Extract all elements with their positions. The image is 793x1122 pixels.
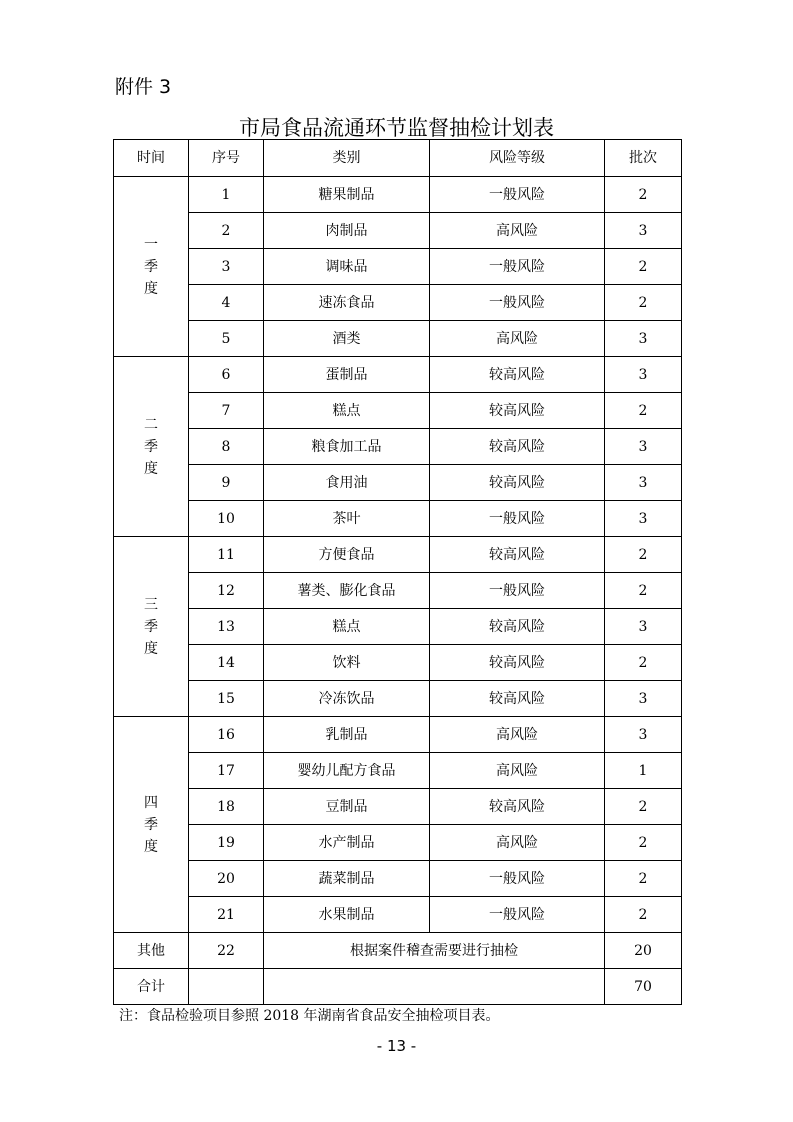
row-batches: 2 [605, 825, 682, 861]
row-batches: 3 [605, 681, 682, 717]
row-no: 18 [189, 789, 264, 825]
row-category: 乳制品 [264, 717, 430, 753]
row-category: 婴幼儿配方食品 [264, 753, 430, 789]
row-batches: 2 [605, 537, 682, 573]
row-risk: 高风险 [430, 321, 605, 357]
row-no: 19 [189, 825, 264, 861]
row-batches: 2 [605, 861, 682, 897]
row-risk: 较高风险 [430, 465, 605, 501]
total-batches: 70 [605, 969, 682, 1005]
row-batches: 3 [605, 213, 682, 249]
row-category: 糕点 [264, 393, 430, 429]
row-no: 9 [189, 465, 264, 501]
row-no: 4 [189, 285, 264, 321]
row-category: 方便食品 [264, 537, 430, 573]
row-risk: 较高风险 [430, 357, 605, 393]
row-no: 13 [189, 609, 264, 645]
row-batches: 2 [605, 789, 682, 825]
row-risk: 较高风险 [430, 429, 605, 465]
season-label: 三季度 [144, 596, 158, 657]
row-category: 糖果制品 [264, 177, 430, 213]
table-row [114, 501, 682, 537]
row-batches: 2 [605, 285, 682, 321]
row-no: 8 [189, 429, 264, 465]
row-risk: 高风险 [430, 825, 605, 861]
row-category: 酒类 [264, 321, 430, 357]
row-risk: 较高风险 [430, 393, 605, 429]
table-row [114, 681, 682, 717]
row-category: 糕点 [264, 609, 430, 645]
table-row [114, 897, 682, 933]
season-label: 四季度 [144, 794, 158, 855]
attachment-label: 附件 3 [115, 76, 172, 98]
row-no: 11 [189, 537, 264, 573]
table-row [114, 285, 682, 321]
row-category: 调味品 [264, 249, 430, 285]
season-row-2 [114, 357, 682, 393]
row-no: 21 [189, 897, 264, 933]
row-category: 茶叶 [264, 501, 430, 537]
row-no: 14 [189, 645, 264, 681]
row-risk: 高风险 [430, 717, 605, 753]
season-cell-4 [114, 717, 189, 933]
row-no: 17 [189, 753, 264, 789]
total-empty-desc [264, 969, 605, 1005]
row-risk: 一般风险 [430, 501, 605, 537]
season-cell-1 [114, 177, 189, 357]
row-risk: 较高风险 [430, 645, 605, 681]
row-batches: 3 [605, 321, 682, 357]
table-row [114, 429, 682, 465]
table-body [114, 177, 682, 1005]
table-row [114, 573, 682, 609]
row-no: 12 [189, 573, 264, 609]
row-no: 6 [189, 357, 264, 393]
table-row [114, 825, 682, 861]
row-category: 水产制品 [264, 825, 430, 861]
header-time: 时间 [114, 140, 189, 177]
table-row [114, 753, 682, 789]
row-batches: 3 [605, 501, 682, 537]
row-category: 薯类、膨化食品 [264, 573, 430, 609]
row-batches: 2 [605, 897, 682, 933]
header-category: 类别 [264, 140, 430, 177]
header-batches: 批次 [605, 140, 682, 177]
row-category: 饮料 [264, 645, 430, 681]
table-row [114, 789, 682, 825]
footnote: 注：食品检验项目参照 2018 年湖南省食品安全抽检项目表。 [119, 1008, 500, 1024]
row-batches: 3 [605, 465, 682, 501]
row-category: 水果制品 [264, 897, 430, 933]
row-batches: 3 [605, 357, 682, 393]
other-description: 根据案件稽查需要进行抽检 [264, 933, 605, 969]
row-no: 1 [189, 177, 264, 213]
other-batches: 20 [605, 933, 682, 969]
row-no: 16 [189, 717, 264, 753]
other-row [114, 933, 682, 969]
table-row [114, 249, 682, 285]
other-label: 其他 [114, 933, 189, 969]
header-no: 序号 [189, 140, 264, 177]
row-risk: 一般风险 [430, 573, 605, 609]
table-row [114, 645, 682, 681]
row-category: 粮食加工品 [264, 429, 430, 465]
row-batches: 3 [605, 609, 682, 645]
row-no: 15 [189, 681, 264, 717]
season-label: 二季度 [144, 416, 158, 477]
row-category: 豆制品 [264, 789, 430, 825]
row-risk: 较高风险 [430, 609, 605, 645]
table-row [114, 393, 682, 429]
inspection-plan-table [113, 139, 682, 1005]
row-risk: 一般风险 [430, 285, 605, 321]
row-no: 20 [189, 861, 264, 897]
row-risk: 一般风险 [430, 861, 605, 897]
season-row-3 [114, 537, 682, 573]
row-batches: 2 [605, 177, 682, 213]
row-no: 7 [189, 393, 264, 429]
total-row [114, 969, 682, 1005]
row-batches: 3 [605, 429, 682, 465]
other-no: 22 [189, 933, 264, 969]
row-category: 冷冻饮品 [264, 681, 430, 717]
row-risk: 较高风险 [430, 681, 605, 717]
table-header-row [114, 140, 682, 177]
row-no: 2 [189, 213, 264, 249]
table-row [114, 861, 682, 897]
season-cell-3 [114, 537, 189, 717]
row-risk: 高风险 [430, 213, 605, 249]
row-risk: 高风险 [430, 753, 605, 789]
header-risk: 风险等级 [430, 140, 605, 177]
row-batches: 2 [605, 393, 682, 429]
table-row [114, 609, 682, 645]
row-risk: 一般风险 [430, 177, 605, 213]
row-category: 肉制品 [264, 213, 430, 249]
table-row [114, 213, 682, 249]
row-batches: 1 [605, 753, 682, 789]
table-row [114, 321, 682, 357]
row-category: 食用油 [264, 465, 430, 501]
season-cell-2 [114, 357, 189, 537]
row-batches: 3 [605, 717, 682, 753]
season-label: 一季度 [144, 236, 158, 297]
page-number: - 13 - [376, 1037, 417, 1055]
season-row-1 [114, 177, 682, 213]
row-category: 蔬菜制品 [264, 861, 430, 897]
row-no: 5 [189, 321, 264, 357]
total-label: 合计 [114, 969, 189, 1005]
row-risk: 一般风险 [430, 249, 605, 285]
row-batches: 2 [605, 645, 682, 681]
row-risk: 较高风险 [430, 789, 605, 825]
season-row-4 [114, 717, 682, 753]
row-risk: 较高风险 [430, 537, 605, 573]
row-no: 10 [189, 501, 264, 537]
row-batches: 2 [605, 573, 682, 609]
row-category: 速冻食品 [264, 285, 430, 321]
document-title: 市局食品流通环节监督抽检计划表 [239, 116, 554, 140]
table-row [114, 465, 682, 501]
row-risk: 一般风险 [430, 897, 605, 933]
row-no: 3 [189, 249, 264, 285]
row-category: 蛋制品 [264, 357, 430, 393]
row-batches: 2 [605, 249, 682, 285]
total-empty-no [189, 969, 264, 1005]
